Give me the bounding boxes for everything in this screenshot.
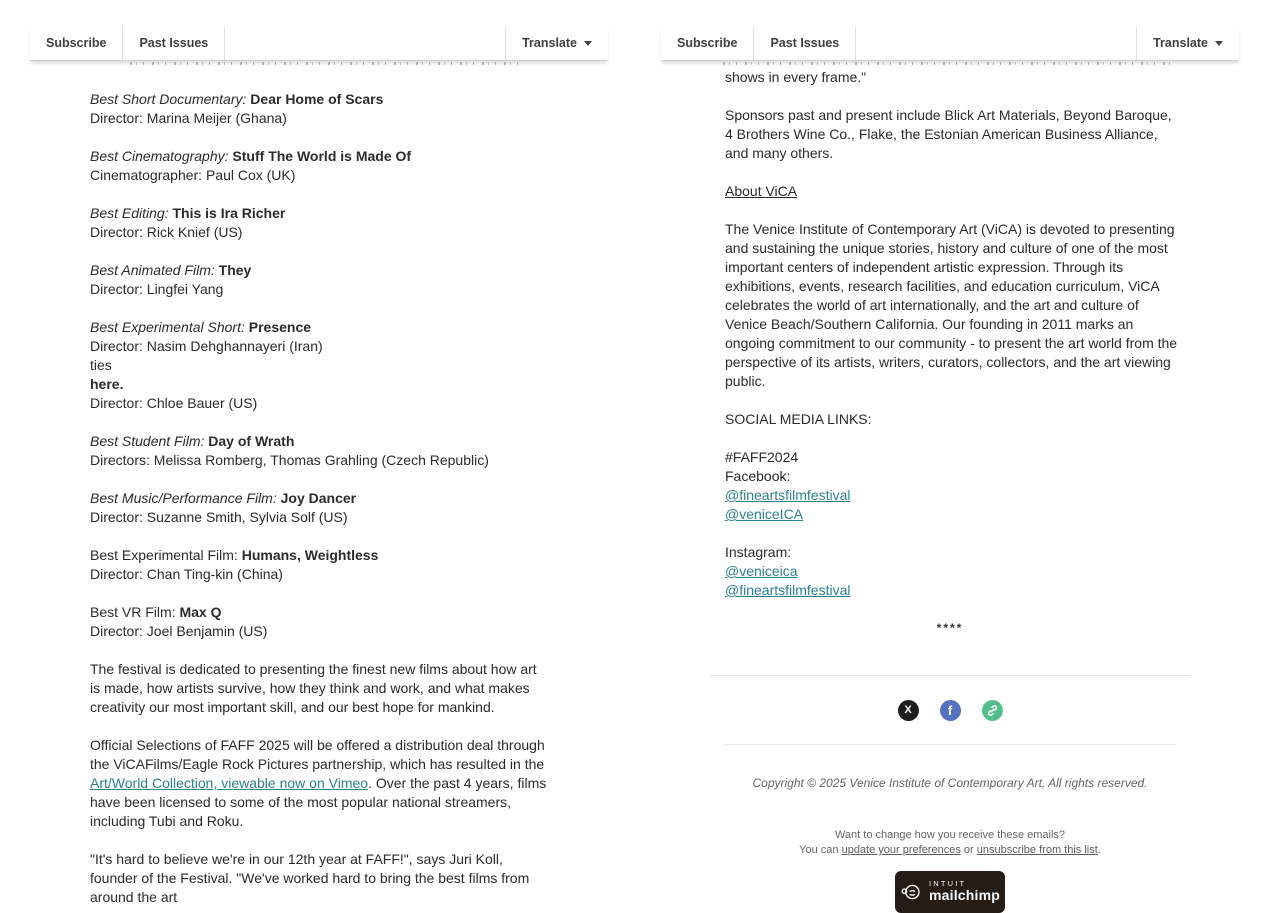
email-archive-panel-left [30, 0, 608, 905]
official-selections-paragraph [90, 736, 547, 831]
update-preferences-link[interactable]: update your preferences [841, 844, 961, 856]
about-vica-link[interactable]: About ViCA [725, 183, 798, 199]
founder-quote-paragraph: "It's hard to believe we're in our 12th year at FAFF!", says Juri Koll, founder of the Festival. "We've worked hard to bring the best films from around the art [90, 851, 530, 905]
footer-divider [710, 675, 1190, 676]
selections-text: Official Selections of FAFF 2025 will be offered a distribution deal through the ViCAFilms/Eagle Rock Pictures partnership, which has resulted in the [90, 737, 545, 772]
period-text: . [1097, 844, 1101, 856]
award-category: Best Experimental Short: [90, 319, 245, 335]
badge-wordmark [929, 880, 1000, 904]
award-film-title: Humans, Weightless [241, 547, 379, 563]
x-glyph: X [904, 704, 912, 716]
archive-toolbar [661, 27, 1239, 61]
award-item [90, 432, 547, 470]
social-icons-row [661, 700, 1239, 721]
mailchimp-wordmark: mailchimp [928, 887, 1001, 904]
award-film-title: Day of Wrath [208, 433, 295, 449]
award-film-title: Max Q [179, 604, 222, 620]
award-credit: Director: Nasim Dehghannayeri (Iran) [90, 338, 323, 354]
copyright-text: Copyright © 2025 Venice Institute of Contemporary Art, All rights reserved. [752, 776, 1148, 790]
mailchimp-freddie-icon [900, 881, 922, 903]
facebook-f-glyph: f [947, 703, 953, 718]
award-film-title: This is Ira Richer [172, 205, 286, 221]
social-media-links-heading: SOCIAL MEDIA LINKS: [725, 411, 872, 427]
clipped-text-line [723, 62, 1175, 65]
change-emails-question: Want to change how you receive these emails? [834, 829, 1066, 841]
chain-link-glyph [986, 704, 999, 717]
award-category: Best Music/Performance Film: [90, 490, 277, 506]
or-text: or [960, 844, 977, 856]
award-credit: Director: Marina Meijer (Ghana) [90, 110, 287, 126]
award-credit: Director: Chloe Bauer (US) [90, 395, 258, 411]
translate-dropdown[interactable] [1137, 34, 1239, 53]
art-world-collection-link[interactable]: Art/World Collection, viewable now on Vimeo [90, 775, 369, 791]
subscribe-button[interactable]: Subscribe [46, 36, 107, 50]
footer-divider [724, 744, 1176, 745]
award-category: Best Animated Film: [90, 262, 215, 278]
instagram-handle-link[interactable]: @fineartsfilmfestival [725, 582, 851, 598]
award-credit: Director: Joel Benjamin (US) [90, 623, 268, 639]
award-film-title: Joy Dancer [280, 490, 357, 506]
preferences-line [661, 843, 1239, 858]
intuit-mailchimp-badge[interactable] [895, 871, 1005, 913]
facebook-icon[interactable] [940, 700, 961, 721]
facebook-links-block [725, 448, 1180, 524]
award-item [90, 489, 547, 527]
email-archive-panel-right [661, 0, 1239, 904]
selections-text: . Over the past 4 years, films have been licensed to some of the most popular national streamers, including Tubi and Roku. [90, 775, 547, 829]
facebook-handle-link[interactable]: @veniceICA [725, 506, 804, 522]
past-issues-button[interactable]: Past Issues [139, 36, 209, 50]
award-category: Best Short Documentary: [90, 91, 247, 107]
hashtag-text: #FAFF2024 [725, 449, 799, 465]
instagram-label: Instagram: [725, 544, 792, 560]
award-item [90, 603, 547, 641]
award-film-title: Dear Home of Scars [250, 91, 384, 107]
subscribe-button[interactable]: Subscribe [677, 36, 738, 50]
sponsors-paragraph: Sponsors past and present include Blick Art Materials, Beyond Baroque, 4 Brothers Wine Co., Flake, the Estonian American Business Alliance, and many others. [725, 107, 1172, 161]
award-item [90, 90, 547, 128]
intuit-wordmark: INTUIT [928, 879, 967, 889]
chevron-down-icon [1215, 41, 1223, 46]
award-credit: Director: Rick Knief (US) [90, 224, 243, 240]
award-film-title: They [218, 262, 252, 278]
festival-dedication-paragraph: The festival is dedicated to presenting the finest new films about how art is made, how artists survive, how they think and work, and what makes creativity our most important skill, and our best hope for mankind. [90, 661, 537, 715]
past-issues-button[interactable]: Past Issues [770, 36, 840, 50]
about-vica-paragraph: The Venice Institute of Contemporary Art (ViCA) is devoted to presenting and sustaining the unique stories, history and culture of one of the most important centers of independent artistic expression. Through its exhibitions, events, research facilities, and education curriculum, ViCA celebrates the world of art internationally, and the art and culture of Venice Beach/Southern California. Our founding in 2011 marks an ongoing commitment to our community - to present the art world from the perspective of its artists, writers, curators, collectors, and the art viewing public. [725, 221, 1178, 389]
award-item [90, 261, 547, 299]
award-credit: here. [90, 376, 124, 392]
award-item [90, 147, 547, 185]
archive-toolbar [30, 27, 608, 61]
instagram-handle-link[interactable]: @veniceica [725, 563, 798, 579]
award-category: Best Experimental Film: [90, 547, 238, 563]
award-credit: Director: Suzanne Smith, Sylvia Solf (US) [90, 509, 348, 525]
you-can-text: You can [799, 844, 842, 856]
award-category: Best Student Film: [90, 433, 205, 449]
award-category: Best VR Film: [90, 604, 176, 620]
footer-preferences-note [661, 828, 1239, 858]
chevron-down-icon [584, 41, 592, 46]
award-credit: ties [90, 357, 112, 373]
award-item [90, 546, 547, 584]
link-icon[interactable] [982, 700, 1003, 721]
x-twitter-icon[interactable] [898, 700, 919, 721]
asterisk-divider: **** [936, 621, 964, 635]
translate-label: Translate [522, 36, 577, 50]
award-item [90, 318, 547, 413]
instagram-links-block [725, 543, 1180, 600]
quote-fragment-line: shows in every frame." [725, 69, 867, 85]
award-item [90, 204, 547, 242]
unsubscribe-link[interactable]: unsubscribe from this list [976, 844, 1098, 856]
facebook-label: Facebook: [725, 468, 791, 484]
newsletter-body-left [90, 90, 547, 907]
award-category: Best Editing: [90, 205, 169, 221]
newsletter-body-right [725, 68, 1180, 600]
award-credit: Director: Chan Ting-kin (China) [90, 566, 283, 582]
award-category: Best Cinematography: [90, 148, 229, 164]
toolbar-divider [855, 27, 856, 60]
award-film-title: Presence [248, 319, 312, 335]
award-credit: Cinematographer: Paul Cox (UK) [90, 167, 296, 183]
award-credit: Director: Lingfei Yang [90, 281, 224, 297]
award-credit: Directors: Melissa Romberg, Thomas Grahling (Czech Republic) [90, 452, 489, 468]
facebook-handle-link[interactable]: @fineartsfilmfestival [725, 487, 851, 503]
translate-label: Translate [1153, 36, 1208, 50]
translate-dropdown[interactable] [506, 34, 608, 53]
toolbar-divider [224, 27, 225, 60]
clipped-text-line [130, 62, 525, 65]
award-film-title: Stuff The World is Made Of [232, 148, 412, 164]
